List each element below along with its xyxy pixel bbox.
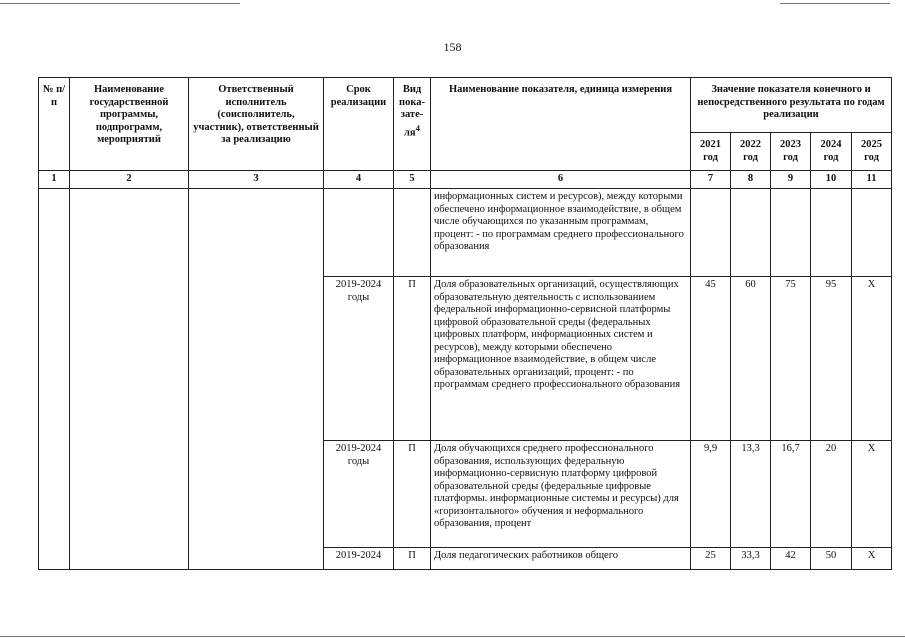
column-number: 5: [394, 171, 431, 189]
value-2025: X: [852, 277, 892, 441]
value-2023: 75: [771, 277, 811, 441]
year-unit: год: [743, 151, 758, 163]
header-period: Срок реализации: [324, 78, 394, 171]
column-number: 10: [811, 171, 852, 189]
column-number: 6: [431, 171, 691, 189]
column-number: 1: [39, 171, 70, 189]
header-indicator-type-footnote: 4: [415, 122, 420, 133]
year-label: 2025: [861, 139, 882, 150]
period-cell: 2019-2024 годы: [324, 277, 394, 441]
value-2022: [731, 189, 771, 277]
value-2022: 33,3: [731, 548, 771, 570]
type-cell: П: [394, 277, 431, 441]
period-cell: 2019-2024 годы: [324, 441, 394, 548]
indicator-cell: Доля педагогических работников общего: [431, 548, 691, 570]
value-2024: 50: [811, 548, 852, 570]
scan-edge-bottom: [0, 636, 905, 637]
responsible-cell: [189, 189, 324, 570]
scan-edge-top-right: [780, 3, 890, 4]
header-indicator-type: [394, 78, 431, 171]
type-cell: [394, 189, 431, 277]
header-year-2025: [852, 133, 892, 171]
value-2022: 60: [731, 277, 771, 441]
column-number-row: [39, 171, 892, 189]
period-cell: [324, 189, 394, 277]
value-2021: 9,9: [691, 441, 731, 548]
header-indicator-type-label: Вид пока- зате- ля: [399, 84, 425, 138]
column-number: 3: [189, 171, 324, 189]
value-2025: X: [852, 548, 892, 570]
scan-edge-top-left: [0, 3, 240, 4]
column-number: 7: [691, 171, 731, 189]
value-2023: [771, 189, 811, 277]
header-program-name: Наименование государственной программы, подпрограмм, мероприятий: [70, 78, 189, 171]
program-name-cell: [70, 189, 189, 570]
header-year-2022: [731, 133, 771, 171]
value-2024: 95: [811, 277, 852, 441]
indicator-cell: Доля образовательных организаций, осуществляющих образовательную деятельность с использованием федеральной информационно-сервисной платформы цифровой образовательной среды (федеральных цифровых платформ, информационных систем и ресурсов), между которыми обеспечено информационное взаимодействие, в общем числе образовательных организаций, процент: - по программам среднего профессионального образования: [431, 277, 691, 441]
header-values-group: Значение показателя конечного и непосредственного результата по годам реализации: [691, 78, 892, 133]
value-2021: [691, 189, 731, 277]
column-number: 11: [852, 171, 892, 189]
value-2022: 13,3: [731, 441, 771, 548]
indicators-table: [38, 77, 892, 570]
header-year-2024: [811, 133, 852, 171]
indicator-cell: информационных систем и ресурсов), между которыми обеспечено информационное взаимодействие, в общем числе обучающихся по указанным программам, процент: - по программам среднего профессионального образования: [431, 189, 691, 277]
value-2021: 25: [691, 548, 731, 570]
indicator-cell: Доля обучающихся среднего профессионального образования, использующих федеральную информационно-сервисную платформу цифровой образовательной среды (федеральные цифровые платформы. информационные системы и ресурсы) для «горизонтального» обучения и неформального образования, процент: [431, 441, 691, 548]
header-year-2023: [771, 133, 811, 171]
value-2021: 45: [691, 277, 731, 441]
year-unit: год: [703, 151, 718, 163]
column-number: 8: [731, 171, 771, 189]
value-2024: 20: [811, 441, 852, 548]
value-2025: X: [852, 441, 892, 548]
value-2023: 16,7: [771, 441, 811, 548]
column-number: 4: [324, 171, 394, 189]
column-number: 9: [771, 171, 811, 189]
header-responsible: Ответственный исполнитель (соисполнитель, участник), ответственный за реализацию: [189, 78, 324, 171]
type-cell: П: [394, 441, 431, 548]
type-cell: П: [394, 548, 431, 570]
header-year-2021: [691, 133, 731, 171]
year-unit: год: [864, 151, 879, 163]
number-cell: [39, 189, 70, 570]
value-2025: [852, 189, 892, 277]
page-number: 158: [443, 40, 462, 54]
column-number: 2: [70, 171, 189, 189]
value-2024: [811, 189, 852, 277]
year-unit: год: [823, 151, 839, 163]
year-unit: год: [783, 151, 798, 163]
year-label: 2024: [820, 139, 842, 150]
header-number: № п/п: [39, 78, 70, 171]
period-cell: 2019-2024: [324, 548, 394, 570]
value-2023: 42: [771, 548, 811, 570]
header-indicator-name: Наименование показателя, единица измерения: [431, 78, 691, 171]
year-label: 2022: [740, 139, 761, 150]
year-label: 2023: [780, 139, 801, 150]
table-row: [39, 189, 892, 277]
year-label: 2021: [700, 139, 721, 150]
